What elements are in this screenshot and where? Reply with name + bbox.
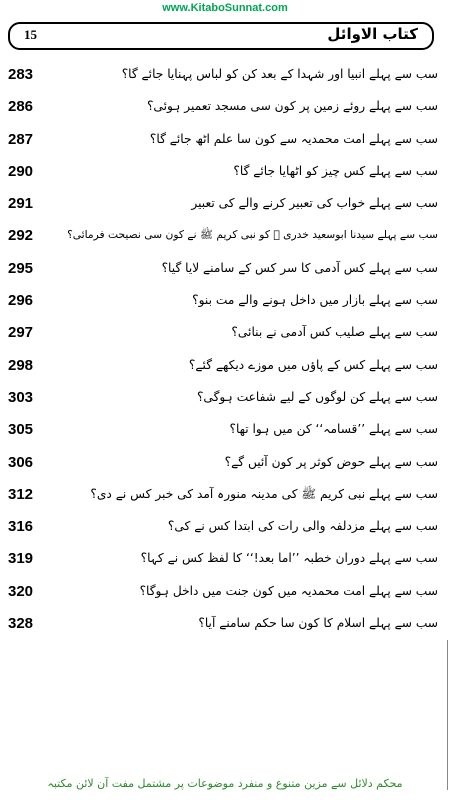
page-header <box>8 22 434 50</box>
entry-title: سب سے پہلے ’’قسامہ‘‘ کن میں ہوا تھا؟ <box>229 422 438 437</box>
entry-page-number: 290 <box>8 162 34 180</box>
entry-page-number: 312 <box>8 485 34 503</box>
list-item[interactable] <box>0 353 450 385</box>
entry-page-number: 306 <box>8 453 34 471</box>
entry-page-number: 296 <box>8 292 34 310</box>
entry-page-number: 295 <box>8 259 34 277</box>
entry-title: سب سے پہلے صلیب کس آدمی نے بنائی؟ <box>231 325 438 340</box>
entry-title: سب سے پہلے دوران خطبہ ’’اما بعد!‘‘ کا لفظ کس نے کہا؟ <box>140 551 438 566</box>
entry-title: سب سے پہلے کن لوگوں کے لیے شفاعت ہوگی؟ <box>196 389 438 404</box>
site-url[interactable]: www.KitaboSunnat.com <box>162 2 288 14</box>
entry-page-number: 292 <box>8 227 34 245</box>
footer-text: محکم دلائل سے مزین متنوع و منفرد موضوعات پر مشتمل مفت آن لائن مکتبہ <box>47 777 403 790</box>
entry-title: سب سے پہلے کس آدمی کا سر کس کے سامنے لایا گیا؟ <box>161 260 438 275</box>
entry-page-number: 328 <box>8 615 34 633</box>
list-item[interactable] <box>0 450 450 482</box>
list-item[interactable] <box>0 159 450 191</box>
list-item[interactable] <box>0 417 450 449</box>
list-item[interactable] <box>0 288 450 320</box>
entry-page-number: 298 <box>8 356 34 374</box>
contents-list <box>0 62 450 643</box>
entry-title: سب سے پہلے روئے زمین پر کون سی مسجد تعمیر ہوئی؟ <box>146 99 438 114</box>
entry-title: سب سے پہلے نبی کریم ﷺ کی مدینہ منورہ آمد کی خبر کس نے دی؟ <box>90 486 438 501</box>
list-item[interactable] <box>0 385 450 417</box>
entry-page-number: 320 <box>8 582 34 600</box>
list-item[interactable] <box>0 94 450 126</box>
entry-title: سب سے پہلے مزدلفہ والی رات کی ابتدا کس نے کی؟ <box>167 519 438 534</box>
entry-title: سب سے پہلے سیدنا ابوسعید خدری ﷜ کو نبی کریم ﷺ نے کون سی نصیحت فرمائی؟ <box>67 228 438 242</box>
entry-title: سب سے پہلے اسلام کا کون سا حکم سامنے آیا؟ <box>198 616 438 631</box>
list-item[interactable] <box>0 223 450 255</box>
entry-page-number: 297 <box>8 324 34 342</box>
entry-page-number: 305 <box>8 421 34 439</box>
list-item[interactable] <box>0 62 450 94</box>
entry-title: سب سے پہلے انبیا اور شہدا کے بعد کن کو لباس پہنایا جائے گا؟ <box>121 67 438 81</box>
entry-title: سب سے پہلے حوض کوثر پر کون آئیں گے؟ <box>224 454 438 469</box>
entry-page-number: 291 <box>8 195 34 213</box>
entry-page-number: 283 <box>8 66 34 83</box>
entry-page-number: 319 <box>8 550 34 568</box>
entry-page-number: 287 <box>8 130 34 148</box>
page-number: 15 <box>24 27 37 42</box>
entry-page-number: 286 <box>8 98 34 116</box>
entry-page-number: 303 <box>8 388 34 406</box>
list-item[interactable] <box>0 579 450 611</box>
list-item[interactable] <box>0 256 450 288</box>
page-edge-divider <box>447 640 448 790</box>
entry-page-number: 316 <box>8 518 34 536</box>
list-item[interactable] <box>0 127 450 159</box>
entry-title: سب سے پہلے کس چیز کو اٹھایا جائے گا؟ <box>233 163 438 178</box>
book-title: کتاب الاوائل <box>327 25 418 43</box>
list-item[interactable] <box>0 482 450 514</box>
entry-title: سب سے پہلے کس کے پاؤں میں موزے دیکھے گئے؟ <box>188 357 438 372</box>
entry-title: سب سے پہلے خواب کی تعبیر کرنے والے کی تعبیر <box>191 196 438 211</box>
list-item[interactable] <box>0 514 450 546</box>
list-item[interactable] <box>0 191 450 223</box>
list-item[interactable] <box>0 546 450 578</box>
entry-title: سب سے پہلے امت محمدیہ سے کون سا علم اٹھ جائے گا؟ <box>149 131 438 146</box>
entry-title: سب سے پہلے بازار میں داخل ہونے والے مت بنو؟ <box>192 293 438 308</box>
entry-title: سب سے پہلے امت محمدیہ میں کون جنت میں داخل ہوگا؟ <box>139 583 438 598</box>
list-item[interactable] <box>0 320 450 352</box>
list-item[interactable] <box>0 611 450 643</box>
